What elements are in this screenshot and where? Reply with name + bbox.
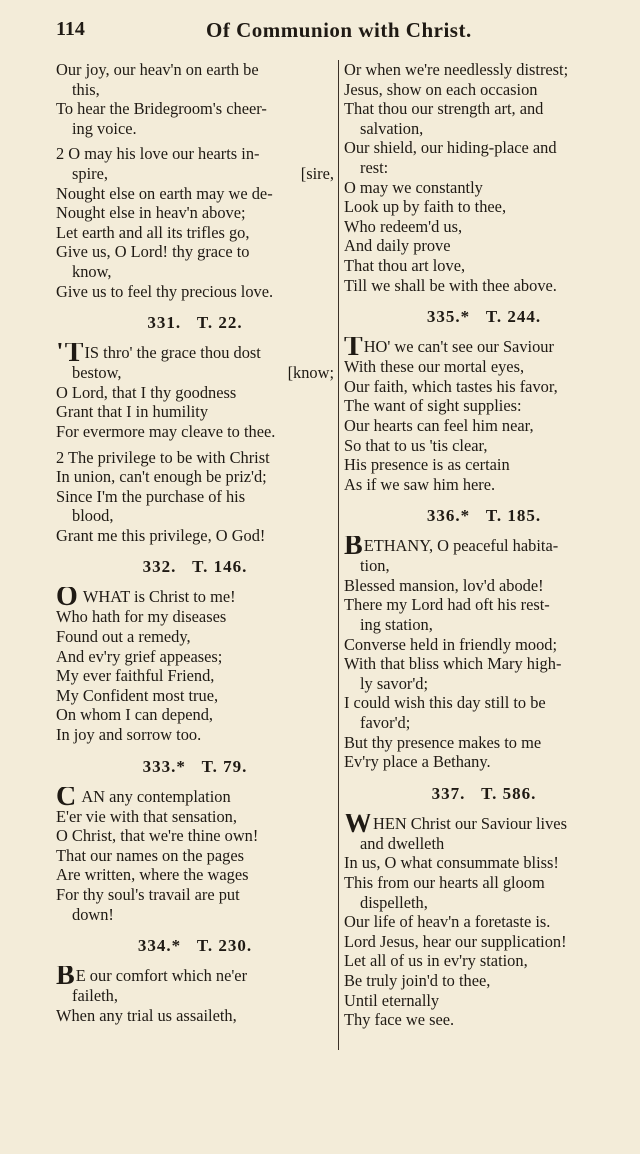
verse-line: Grant that I in humility (56, 402, 209, 422)
hymn-heading (56, 313, 334, 333)
verse-line: Converse held in friendly mood; (344, 634, 558, 654)
verse-line: blood, (72, 506, 114, 526)
verse-line: Found out a remedy, (56, 627, 191, 647)
verse-line: For thy soul's travail are put (56, 885, 240, 904)
verse-line: Are written, where the wages (56, 865, 249, 885)
verse-line: Be truly join'd to thee, (344, 970, 491, 990)
continued-stanza (344, 60, 624, 295)
column-divider (338, 60, 339, 1050)
continued-stanza (56, 60, 334, 138)
verse-line-turnover: [know; (287, 363, 334, 383)
verse-line: this, (72, 79, 100, 99)
verse-line: Look up by faith to thee, (344, 197, 507, 217)
verse-line: Who hath for my diseases (56, 607, 227, 627)
verse-text: IS thro' the grace thou dost (84, 343, 261, 363)
verse-line-part: spire, (72, 163, 108, 183)
hymn-heading (56, 936, 334, 956)
hymn-heading (56, 557, 334, 577)
verse-line: Until eternally (344, 990, 440, 1010)
verse-line: That our names on the pages (56, 845, 244, 865)
drop-initial: B (56, 966, 76, 987)
verse-line: This from our hearts all gloom (344, 873, 545, 892)
hymn-334 (56, 966, 334, 1025)
verse-line (56, 164, 334, 184)
drop-initial: W (344, 813, 373, 834)
hymn-number: 336.* (426, 506, 471, 526)
verse-line-part: bestow, (72, 363, 122, 383)
hymn-heading (344, 784, 624, 804)
hymn-number: 333.* (142, 756, 186, 776)
verse-text: WHAT is Christ to me! (82, 587, 236, 607)
hymn-heading (344, 506, 624, 526)
verse-line (344, 814, 624, 834)
verse-line: 2 The privilege to be with Christ (56, 447, 270, 467)
hymn-333 (56, 787, 334, 925)
verse-line: Our shield, our hiding-place and (344, 138, 557, 158)
verse-line: With that bliss which Mary high- (344, 654, 562, 674)
verse-line: know, (72, 261, 112, 281)
verse-text: ETHANY, O peaceful habita- (363, 536, 559, 556)
verse-line: down! (72, 904, 114, 924)
verse-line: O Christ, that we're thine own! (56, 826, 259, 846)
verse-line: For evermore may cleave to thee. (56, 421, 276, 441)
verse-line: Give us to feel thy precious love. (56, 281, 274, 301)
running-header (56, 18, 628, 48)
drop-initial: T (344, 337, 364, 358)
hymn-number: 334.* (137, 936, 182, 956)
verse-line: O may we constantly (344, 177, 483, 197)
verse-line: I could wish this day still to be (344, 693, 546, 713)
hymn-heading (344, 307, 624, 327)
drop-initial: C (56, 786, 78, 807)
verse-line: To hear the Bridegroom's cheer- (56, 99, 267, 119)
verse-line: Let all of us in ev'ry station, (344, 951, 528, 971)
verse-text: E our comfort which ne'er (75, 966, 248, 986)
verse-line: ly savor'd; (360, 673, 429, 693)
verse-line: In union, can't enough be priz'd; (56, 467, 267, 487)
verse-line: The want of sight supplies: (344, 396, 522, 416)
stanza (56, 144, 334, 301)
tune-number: T. 586. (481, 783, 537, 803)
verse-line: Since I'm the purchase of his (56, 486, 246, 506)
verse-line: Ev'ry place a Bethany. (344, 752, 491, 772)
verse-line: O Lord, that I thy goodness (56, 382, 237, 402)
drop-initial: O (56, 587, 79, 608)
verse-line (56, 343, 334, 363)
verse-line: And daily prove (344, 236, 451, 256)
right-column (344, 60, 624, 1030)
verse-line: E'er vie with that sensation, (56, 806, 237, 826)
tune-number: T. 22. (196, 313, 243, 333)
verse-line: Our life of heav'n a foretaste is. (344, 912, 551, 932)
verse-line: Blessed mansion, lov'd abode! (344, 575, 544, 595)
hymn-332 (56, 587, 334, 744)
verse-line-turnover: [sire, (300, 163, 334, 183)
verse-line: Lord Jesus, hear our supplication! (344, 931, 567, 951)
left-column (56, 60, 334, 1025)
tune-number: T. 185. (485, 506, 542, 526)
verse-line: Give us, O Lord! thy grace to (56, 242, 250, 262)
verse-line: With these our mortal eyes, (344, 357, 525, 377)
hymn-number: 332. (142, 557, 177, 577)
verse-line: 2 O may his love our hearts in- (56, 144, 260, 164)
hymn-331 (56, 343, 334, 545)
verse-line: Till we shall be with thee above. (344, 275, 557, 295)
hymn-number: 331. (147, 313, 182, 333)
hymn-336 (344, 536, 624, 772)
verse-line: But thy presence makes to me (344, 732, 542, 752)
verse-line: That thou our strength art, and (344, 99, 544, 119)
verse-line: That thou art love, (344, 255, 466, 275)
verse-line: Jesus, show on each occasion (344, 79, 538, 99)
verse-line: And ev'ry grief appeases; (56, 646, 223, 666)
verse-line (56, 787, 334, 807)
drop-initial: B (344, 536, 364, 557)
tune-number: T. 244. (485, 307, 542, 327)
verse-line: As if we saw him here. (344, 474, 496, 494)
hymn-335 (344, 337, 624, 494)
verse-line: There my Lord had oft his rest- (344, 595, 550, 615)
verse-line: tion, (360, 556, 390, 576)
verse-line (56, 587, 334, 607)
verse-line: Nought else on earth may we de- (56, 183, 273, 203)
verse-line: Or when we're needlessly distrest; (344, 60, 569, 79)
verse-line: Nought else in heav'n above; (56, 203, 246, 223)
verse-line: and dwelleth (360, 833, 445, 853)
verse-line: Our faith, which tastes his favor, (344, 376, 558, 396)
verse-text: HO' we can't see our Saviour (363, 337, 554, 357)
page-number: 114 (56, 18, 85, 40)
verse-line: On whom I can depend, (56, 705, 214, 725)
verse-line: In joy and sorrow too. (56, 725, 202, 745)
tune-number: T. 146. (192, 557, 248, 577)
drop-initial: 'T (56, 343, 85, 364)
verse-line (56, 363, 334, 383)
verse-line (344, 337, 624, 357)
verse-line (56, 966, 334, 986)
hymn-number: 335.* (426, 307, 471, 327)
verse-line: Let earth and all its trifles go, (56, 222, 250, 242)
verse-line (344, 536, 624, 556)
tune-number: T. 79. (201, 756, 248, 776)
verse-line: Grant me this privilege, O God! (56, 525, 266, 545)
verse-line: favor'd; (360, 713, 411, 733)
hymn-number: 337. (431, 783, 466, 803)
verse-line: His presence is as certain (344, 455, 510, 475)
verse-line: Our joy, our heav'n on earth be (56, 60, 259, 79)
running-title: Of Communion with Christ. (206, 18, 472, 42)
verse-line: In us, O what consummate bliss! (344, 853, 559, 873)
verse-line: faileth, (72, 986, 118, 1006)
verse-line: Thy face we see. (344, 1010, 455, 1030)
verse-line: My Confident most true, (56, 685, 219, 705)
verse-text: HEN Christ our Saviour lives (373, 813, 567, 833)
verse-line: Our hearts can feel him near, (344, 415, 534, 435)
verse-line: salvation, (360, 118, 424, 138)
verse-line: rest: (360, 157, 389, 177)
verse-line: When any trial us assaileth, (56, 1005, 237, 1025)
tune-number: T. 230. (196, 936, 253, 956)
verse-line: ing station, (360, 615, 433, 635)
verse-line: Who redeem'd us, (344, 216, 463, 236)
verse-line: ing voice. (72, 118, 137, 138)
hymn-337 (344, 814, 624, 1030)
verse-line: My ever faithful Friend, (56, 666, 215, 686)
verse-text: AN any contemplation (81, 786, 231, 806)
hymn-heading (56, 757, 334, 777)
verse-line: dispelleth, (360, 892, 428, 912)
verse-line: So that to us 'tis clear, (344, 435, 488, 455)
